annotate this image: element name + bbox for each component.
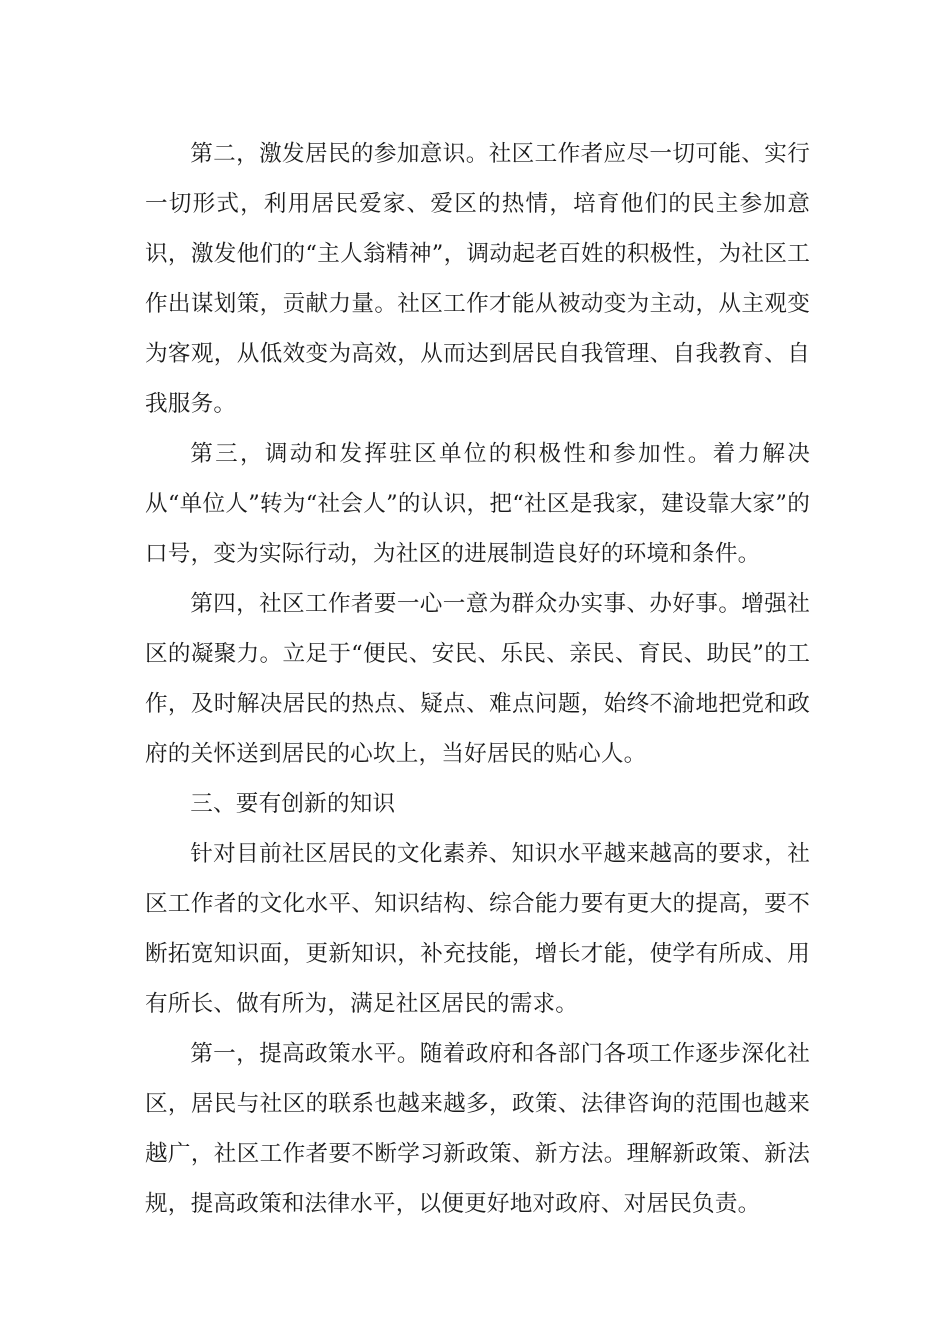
paragraph-second-point: 第二，激发居民的参加意识。社区工作者应尽一切可能、实行一切形式，利用居民爱家、爱区的热情，培育他们的民主参加意识，激发他们的“主人翁精神”，调动起老百姓的积极性，为社区工作出谋划策，贡献力量。社区工作才能从被动变为主动，从主观变为客观，从低效变为高效，从而达到居民自我管理、自我教育、自我服务。 — [145, 141, 810, 417]
paragraph-first-point-policy: 第一，提高政策水平。随着政府和各部门各项工作逐步深化社区，居民与社区的联系也越来越多，政策、法律咨询的范围也越来越广，社区工作者要不断学习新政策、新方法。理解新政策、新法规，提高政策和法律水平，以便更好地对政府、对居民负责。 — [145, 1041, 810, 1217]
paragraph-knowledge-intro: 针对目前社区居民的文化素养、知识水平越来越高的要求，社区工作者的文化水平、知识结构、综合能力要有更大的提高，要不断拓宽知识面，更新知识，补充技能，增长才能，使学有所成、用有所长、做有所为，满足社区居民的需求。 — [145, 841, 810, 1017]
paragraph-fourth-point: 第四，社区工作者要一心一意为群众办实事、办好事。增强社区的凝聚力。立足于“便民、安民、乐民、亲民、育民、助民”的工作，及时解决居民的热点、疑点、难点问题，始终不渝地把党和政府的关怀送到居民的心坎上，当好居民的贴心人。 — [145, 591, 810, 767]
document-body — [145, 129, 810, 1229]
paragraph-third-point: 第三，调动和发挥驻区单位的积极性和参加性。着力解决从“单位人”转为“社会人”的认识，把“社区是我家，建设靠大家”的口号，变为实际行动，为社区的进展制造良好的环境和条件。 — [145, 441, 811, 567]
section-heading-innovative-knowledge: 三、要有创新的知识 — [190, 791, 396, 817]
